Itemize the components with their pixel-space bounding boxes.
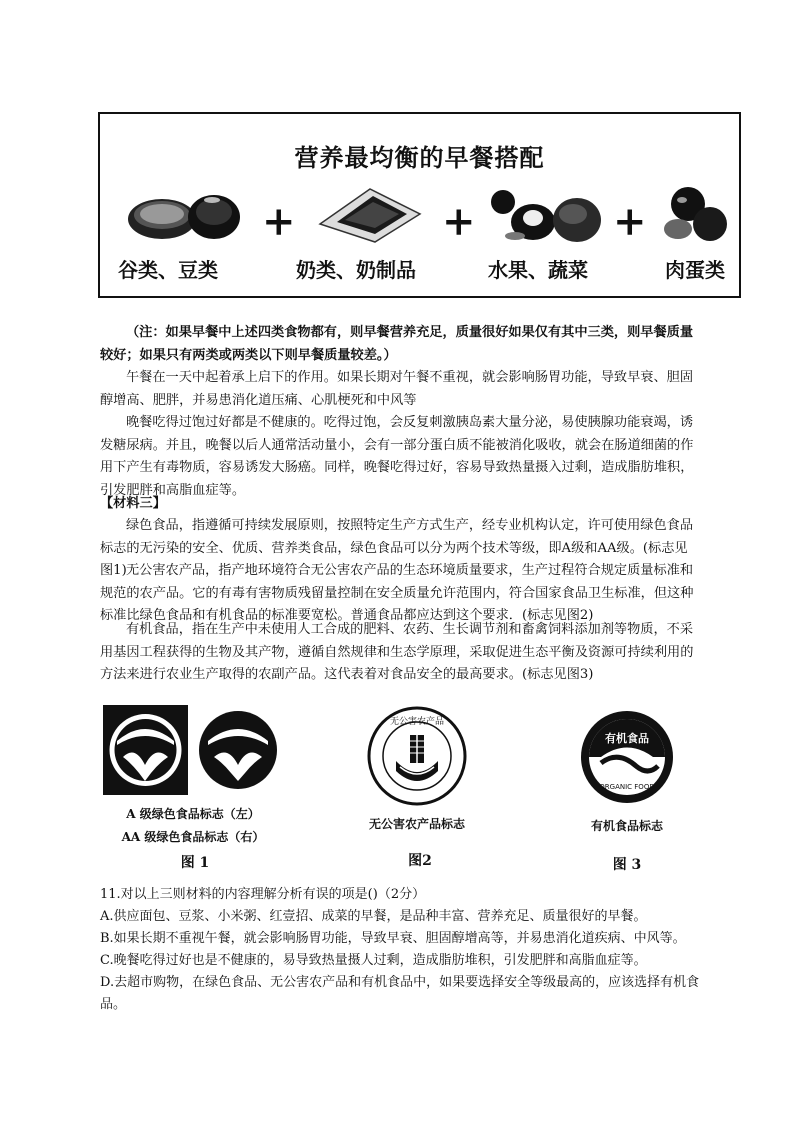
lunch-paragraph xyxy=(100,367,700,412)
fig3-caption: 有机食品标志 xyxy=(590,819,663,833)
aa-grade-green-food-logo xyxy=(198,707,278,793)
group-label-dairy: 奶类、奶制品 xyxy=(296,258,416,282)
a-grade-green-food-logo xyxy=(103,705,188,795)
fig3-label: 图 3 xyxy=(612,857,642,873)
group-label-grains: 谷类、豆类 xyxy=(118,258,218,282)
non-pollution-product-logo xyxy=(366,705,468,807)
fig1-caption-a: A 级绿色食品标志（左） xyxy=(126,807,260,821)
option-b: B.如果长期不重视午餐，就会影响肠胃功能，导致早衰、胆固醇增高等，并易患消化道疾病、中风等。 xyxy=(100,931,686,946)
plus-sign-3: + xyxy=(613,198,647,245)
fig1-label: 图 1 xyxy=(180,855,210,871)
green-food-text: 绿色食品，指遵循可持续发展原则，按照特定生产方式生产，经专业机构认定，许可使用绿色食品标志的无污染的安全、优质、营养类食品，绿色食品可以分为两个技术等级，即A级和AA级。(标志见图1) xyxy=(100,518,694,578)
organic-text: 有机食品，指在生产中未使用人工合成的肥料、农药、生长调节剂和畜禽饲料添加剂等物质，不采用基因工程获得的生物及其产物，遵循自然规律和生态学原理，采取促进生态平衡及资源可持续利用的方法来进行农业生产取得的农副产品。这代表着对食品安全的最高要求。(标志见图3) xyxy=(100,622,694,682)
fig2-ring-text: 无公害农产品 xyxy=(389,717,445,727)
meat-egg-image xyxy=(656,184,732,246)
breakfast-box xyxy=(98,112,741,298)
fig2-label: 图2 xyxy=(408,853,432,869)
group-label-fruit-veg: 水果、蔬菜 xyxy=(488,258,588,282)
plus-sign-1: + xyxy=(262,198,296,245)
nonpollution-paragraph xyxy=(100,560,700,628)
option-d: D.去超市购物，在绿色食品、无公害农产品和有机食品中，如果要选择安全等级最高的，应该选择有机食品。 xyxy=(100,975,700,1012)
option-a: A.供应面包、豆浆、小米粥、红壹招、成菜的早餐，是品种丰富、营养充足、质量很好的早餐。 xyxy=(100,909,647,924)
fig2-caption: 无公害农产品标志 xyxy=(368,817,465,831)
dairy-image xyxy=(315,184,425,244)
material-three-heading: 【材料三】 xyxy=(100,496,166,511)
breakfast-title: 营养最均衡的早餐搭配 xyxy=(294,143,545,172)
breakfast-note-text: （注：如果早餐中上述四类食物都有，则早餐营养充足，质量很好如果仅有其中三类，则早餐质量较好；如果只有两类或两类以下则早餐质量较差。） xyxy=(100,325,694,363)
breakfast-note xyxy=(100,322,700,367)
nonpollution-text: 无公害农产品，指产地环境符合无公害农产品的生态环境质量要求，生产过程符合规定质量标准和规范的农产品。它的有毒有害物质残留量控制在安全质量允许范围内，符合国家食品卫生标准，但这种标准比绿色食品和有机食品的标准要宽松。普通食品都应达到这个要求．(标志见图2) xyxy=(100,563,694,623)
plus-sign-2: + xyxy=(442,198,476,245)
question-stem: 11.对以上三则材料的内容理解分析有误的项是()（2分） xyxy=(100,887,426,902)
fig3-top-text: 有机食品 xyxy=(605,732,649,745)
dinner-text: 晚餐吃得过饱过好都是不健康的。吃得过饱，会反复刺激胰岛素大量分泌，易使胰腺功能衰竭，诱发糖尿病。并且，晚餐以后人通常活动量小，会有一部分蛋白质不能被消化吸收，就会在肠道细菌的作用下产生有毒物质，容易诱发大肠癌。同样，晚餐吃得过好，容易导致热量摄入过剩，造成脂肪堆积，引发肥胖和高脂血症等。 xyxy=(100,415,694,498)
dinner-paragraph xyxy=(100,412,700,502)
fig1-caption-aa: AA 级绿色食品标志（右） xyxy=(121,830,265,844)
group-label-meat-egg: 肉蛋类 xyxy=(665,258,725,282)
grains-beans-image xyxy=(122,184,252,244)
option-c: C.晚餐吃得过好也是不健康的，易导致热量摄人过剩，造成脂肪堆积，引发肥胖和高脂血症等。 xyxy=(100,953,647,968)
lunch-text: 午餐在一天中起着承上启下的作用。如果长期对午餐不重视，就会影响肠胃功能，导致早衰、胆固醇增高、肥胖，并易患消化道压痛、心肌梗死和中风等 xyxy=(100,370,694,408)
organic-paragraph xyxy=(100,619,700,687)
fruit-vegetable-image xyxy=(485,184,605,246)
organic-food-logo xyxy=(578,708,676,806)
fig3-bottom-text: ORGANIC FOOD xyxy=(599,783,655,791)
